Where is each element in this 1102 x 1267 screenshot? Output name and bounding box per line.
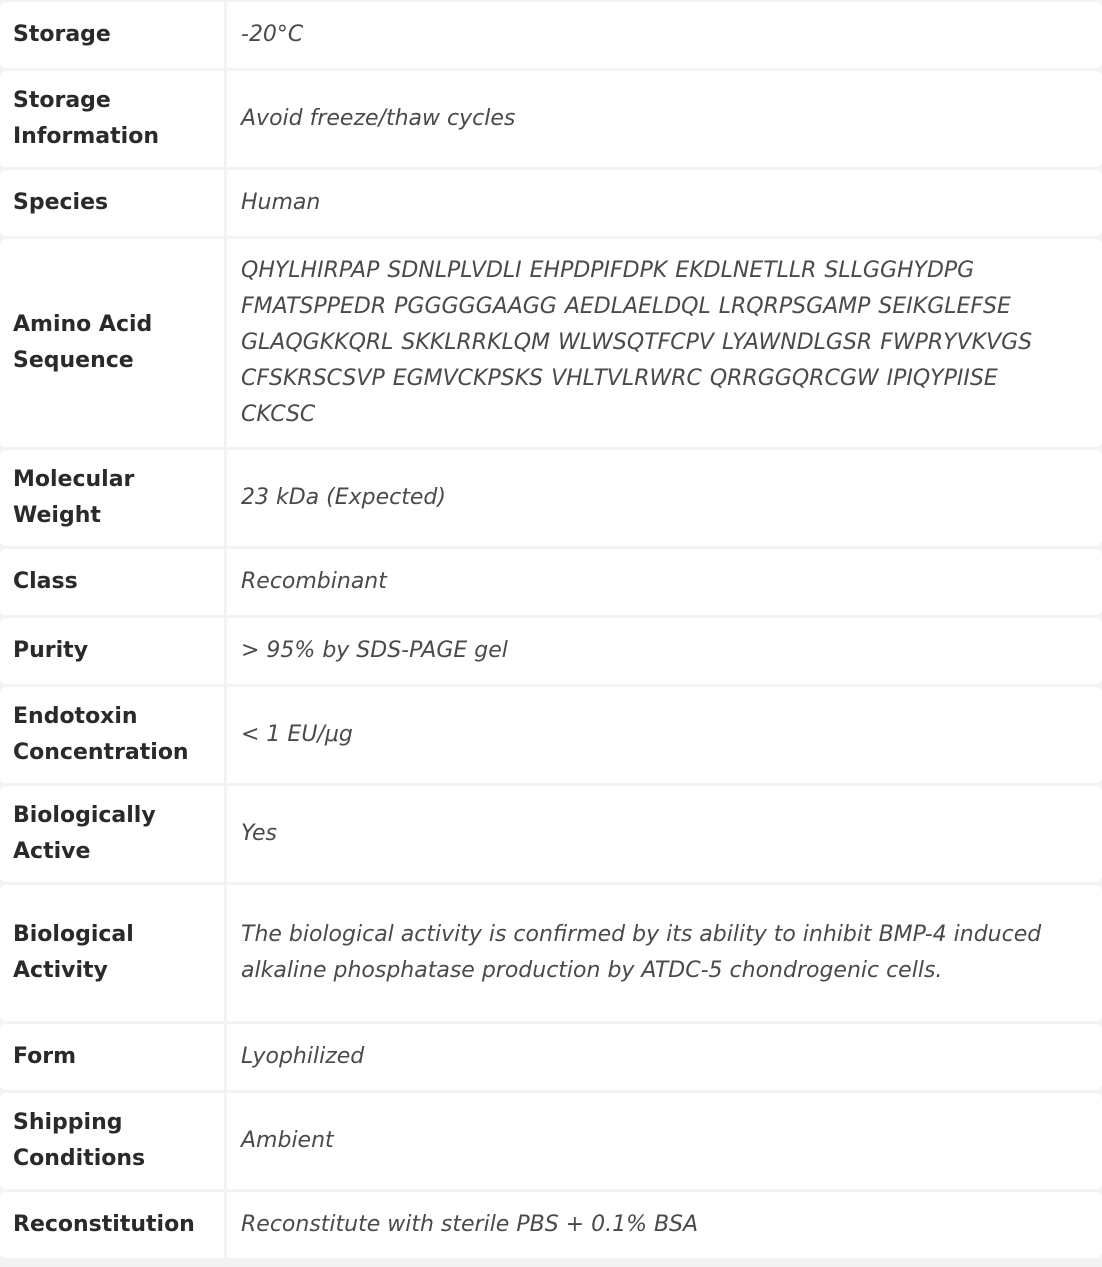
spec-row-form [0, 1024, 1102, 1090]
spec-value: Lyophilized [227, 1024, 1102, 1090]
spec-label: Endotoxin Concentration [0, 687, 227, 783]
spec-row-reconstitution [0, 1192, 1102, 1258]
spec-label: Species [0, 170, 227, 236]
spec-value: Yes [227, 786, 1102, 882]
spec-label: Molecular Weight [0, 450, 227, 546]
spec-row-storage [0, 2, 1102, 68]
spec-row-biological-activity [0, 885, 1102, 1021]
spec-label: Biologically Active [0, 786, 227, 882]
spec-value: -20°C [227, 2, 1102, 68]
spec-row-shipping-conditions [0, 1093, 1102, 1189]
spec-label: Purity [0, 618, 227, 684]
spec-value: The biological activity is confirmed by its ability to inhibit BMP-4 induced alkaline phosphatase production by ATDC-5 chondrogenic cells. [227, 885, 1102, 1021]
spec-value: 23 kDa (Expected) [227, 450, 1102, 546]
spec-row-endotoxin-concentration [0, 687, 1102, 783]
spec-label: Form [0, 1024, 227, 1090]
spec-value: > 95% by SDS-PAGE gel [227, 618, 1102, 684]
spec-value: Ambient [227, 1093, 1102, 1189]
spec-row-class [0, 549, 1102, 615]
spec-label: Biological Activity [0, 885, 227, 1021]
spec-label: Class [0, 549, 227, 615]
spec-value: Human [227, 170, 1102, 236]
spec-label: Storage Information [0, 71, 227, 167]
spec-label: Amino Acid Sequence [0, 239, 227, 447]
spec-row-molecular-weight [0, 450, 1102, 546]
spec-value: QHYLHIRPAP SDNLPLVDLI EHPDPIFDPK EKDLNETLLR SLLGGHYDPG FMATSPPEDR PGGGGGAAGG AEDLAELDQL LRQRPSGAMP SEIKGLEFSE GLAQGKKQRL SKKLRRKLQM WLWSQTFCPV LYAWNDLGSR FWPRYVKVGS CFSKRSCSVP EGMVCKPSKS VHLTVLRWRC QRRGGQRCGW IPIQYPIISE CKCSC [227, 239, 1102, 447]
spec-label: Storage [0, 2, 227, 68]
spec-label: Reconstitution [0, 1192, 227, 1258]
spec-value: Avoid freeze/thaw cycles [227, 71, 1102, 167]
spec-value: < 1 EU/μg [227, 687, 1102, 783]
spec-row-biologically-active [0, 786, 1102, 882]
spec-row-purity [0, 618, 1102, 684]
spec-value: Recombinant [227, 549, 1102, 615]
spec-label: Shipping Conditions [0, 1093, 227, 1189]
spec-value: Reconstitute with sterile PBS + 0.1% BSA [227, 1192, 1102, 1258]
spec-row-species [0, 170, 1102, 236]
spec-row-amino-acid-sequence [0, 239, 1102, 447]
spec-row-storage-information [0, 71, 1102, 167]
